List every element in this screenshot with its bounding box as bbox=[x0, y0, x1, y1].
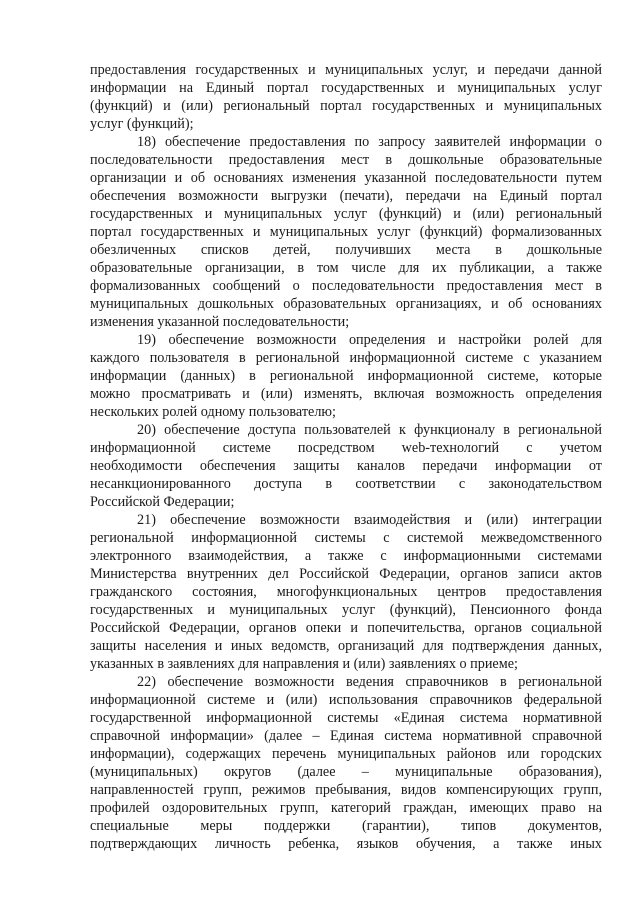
paragraph-line: последовательности предоставления мест в дошкольные образовательные bbox=[90, 152, 602, 168]
paragraph-line: гражданского состояния, многофункциональных центров предоставления bbox=[90, 584, 602, 600]
paragraph-line: каждого пользователя в региональной информационной системе с указанием bbox=[90, 350, 602, 366]
paragraph-line: подтверждающих личность ребенка, языков обучения, а также иных bbox=[90, 836, 602, 852]
paragraph-line: информационной системе посредством web-технологий с учетом bbox=[90, 440, 602, 456]
paragraph-line: несанкционированного доступа в соответствии с законодательством bbox=[90, 476, 602, 492]
paragraph-line: информационной системе и (или) использования справочников федеральной bbox=[90, 692, 602, 708]
paragraph bbox=[90, 331, 602, 421]
paragraph-line: предоставления государственных и муниципальных услуг, и передачи данной bbox=[90, 62, 602, 78]
paragraph bbox=[90, 673, 602, 853]
paragraph bbox=[90, 61, 602, 133]
paragraph-line: организации и об основаниях изменения указанной последовательности путем bbox=[90, 170, 602, 186]
paragraph-line: специальные меры поддержки (гарантии), типов документов, bbox=[90, 818, 602, 834]
paragraph-line: портал государственных и муниципальных услуг (функций) формализованных bbox=[90, 224, 602, 240]
paragraph-line: 21) обеспечение возможности взаимодействия и (или) интеграции bbox=[137, 512, 602, 528]
paragraph-line: (функций) и (или) региональный портал государственных и муниципальных bbox=[90, 98, 602, 114]
document-body bbox=[90, 61, 602, 853]
paragraph-line: государственных и муниципальных услуг (функций), Пенсионного фонда bbox=[90, 602, 602, 618]
paragraph-line: формализованных сообщений о последовательности предоставления мест в bbox=[90, 278, 602, 294]
paragraph-line: Российской Федерации; bbox=[90, 494, 235, 510]
paragraph-line: изменения указанной последовательности; bbox=[90, 314, 350, 330]
paragraph-line: муниципальных дошкольных образовательных организациях, и об основаниях bbox=[90, 296, 602, 312]
paragraph-line: можно просматривать и (или) изменять, включая возможность определения bbox=[90, 386, 602, 402]
paragraph-line: 18) обеспечение предоставления по запросу заявителей информации о bbox=[137, 134, 602, 150]
paragraph-line: Российской Федерации, органов опеки и попечительства, органов социальной bbox=[90, 620, 602, 636]
paragraph-line: 19) обеспечение возможности определения и настройки ролей для bbox=[137, 332, 602, 348]
paragraph-line: (муниципальных) округов (далее – муниципальные образования), bbox=[90, 764, 602, 780]
paragraph bbox=[90, 133, 602, 331]
paragraph-line: направленностей групп, режимов пребывания, видов компенсирующих групп, bbox=[90, 782, 602, 798]
paragraph-line: информации на Единый портал государственных и муниципальных услуг bbox=[90, 80, 602, 96]
paragraph-line: электронного взаимодействия, а также с информационными системами bbox=[90, 548, 602, 564]
paragraph bbox=[90, 421, 602, 511]
paragraph-line: Министерства внутренних дел Российской Федерации, органов записи актов bbox=[90, 566, 602, 582]
paragraph-line: нескольких ролей одному пользователю; bbox=[90, 404, 336, 420]
paragraph-line: информации (данных) в региональной информационной системе, которые bbox=[90, 368, 602, 384]
paragraph-line: услуг (функций); bbox=[90, 116, 194, 132]
paragraph-line: государственной информационной системы «Единая система нормативной bbox=[90, 710, 602, 726]
paragraph-line: 22) обеспечение возможности ведения справочников в региональной bbox=[137, 674, 602, 690]
paragraph-line: обезличенных списков детей, получивших места в дошкольные bbox=[90, 242, 602, 258]
paragraph-line: информации), содержащих перечень муниципальных районов или городских bbox=[90, 746, 602, 762]
paragraph-line: государственных и муниципальных услуг (функций) и (или) региональный bbox=[90, 206, 602, 222]
paragraph-line: профилей оздоровительных групп, категорий граждан, имеющих право на bbox=[90, 800, 602, 816]
paragraph-line: необходимости обеспечения защиты каналов передачи информации от bbox=[90, 458, 602, 474]
paragraph-line: региональной информационной системы с системой межведомственного bbox=[90, 530, 602, 546]
paragraph bbox=[90, 511, 602, 673]
paragraph-line: образовательные организации, в том числе для их публикации, а также bbox=[90, 260, 602, 276]
paragraph-line: справочной информации» (далее – Единая система нормативной справочной bbox=[90, 728, 602, 744]
paragraph-line: 20) обеспечение доступа пользователей к функционалу в региональной bbox=[137, 422, 602, 438]
paragraph-line: защиты населения и иных ведомств, организаций для подтверждения данных, bbox=[90, 638, 602, 654]
paragraph-line: указанных в заявлениях для направления и (или) заявлениях о приеме; bbox=[90, 656, 518, 672]
paragraph-line: обеспечения возможности выгрузки (печати), передачи на Единый портал bbox=[90, 188, 602, 204]
